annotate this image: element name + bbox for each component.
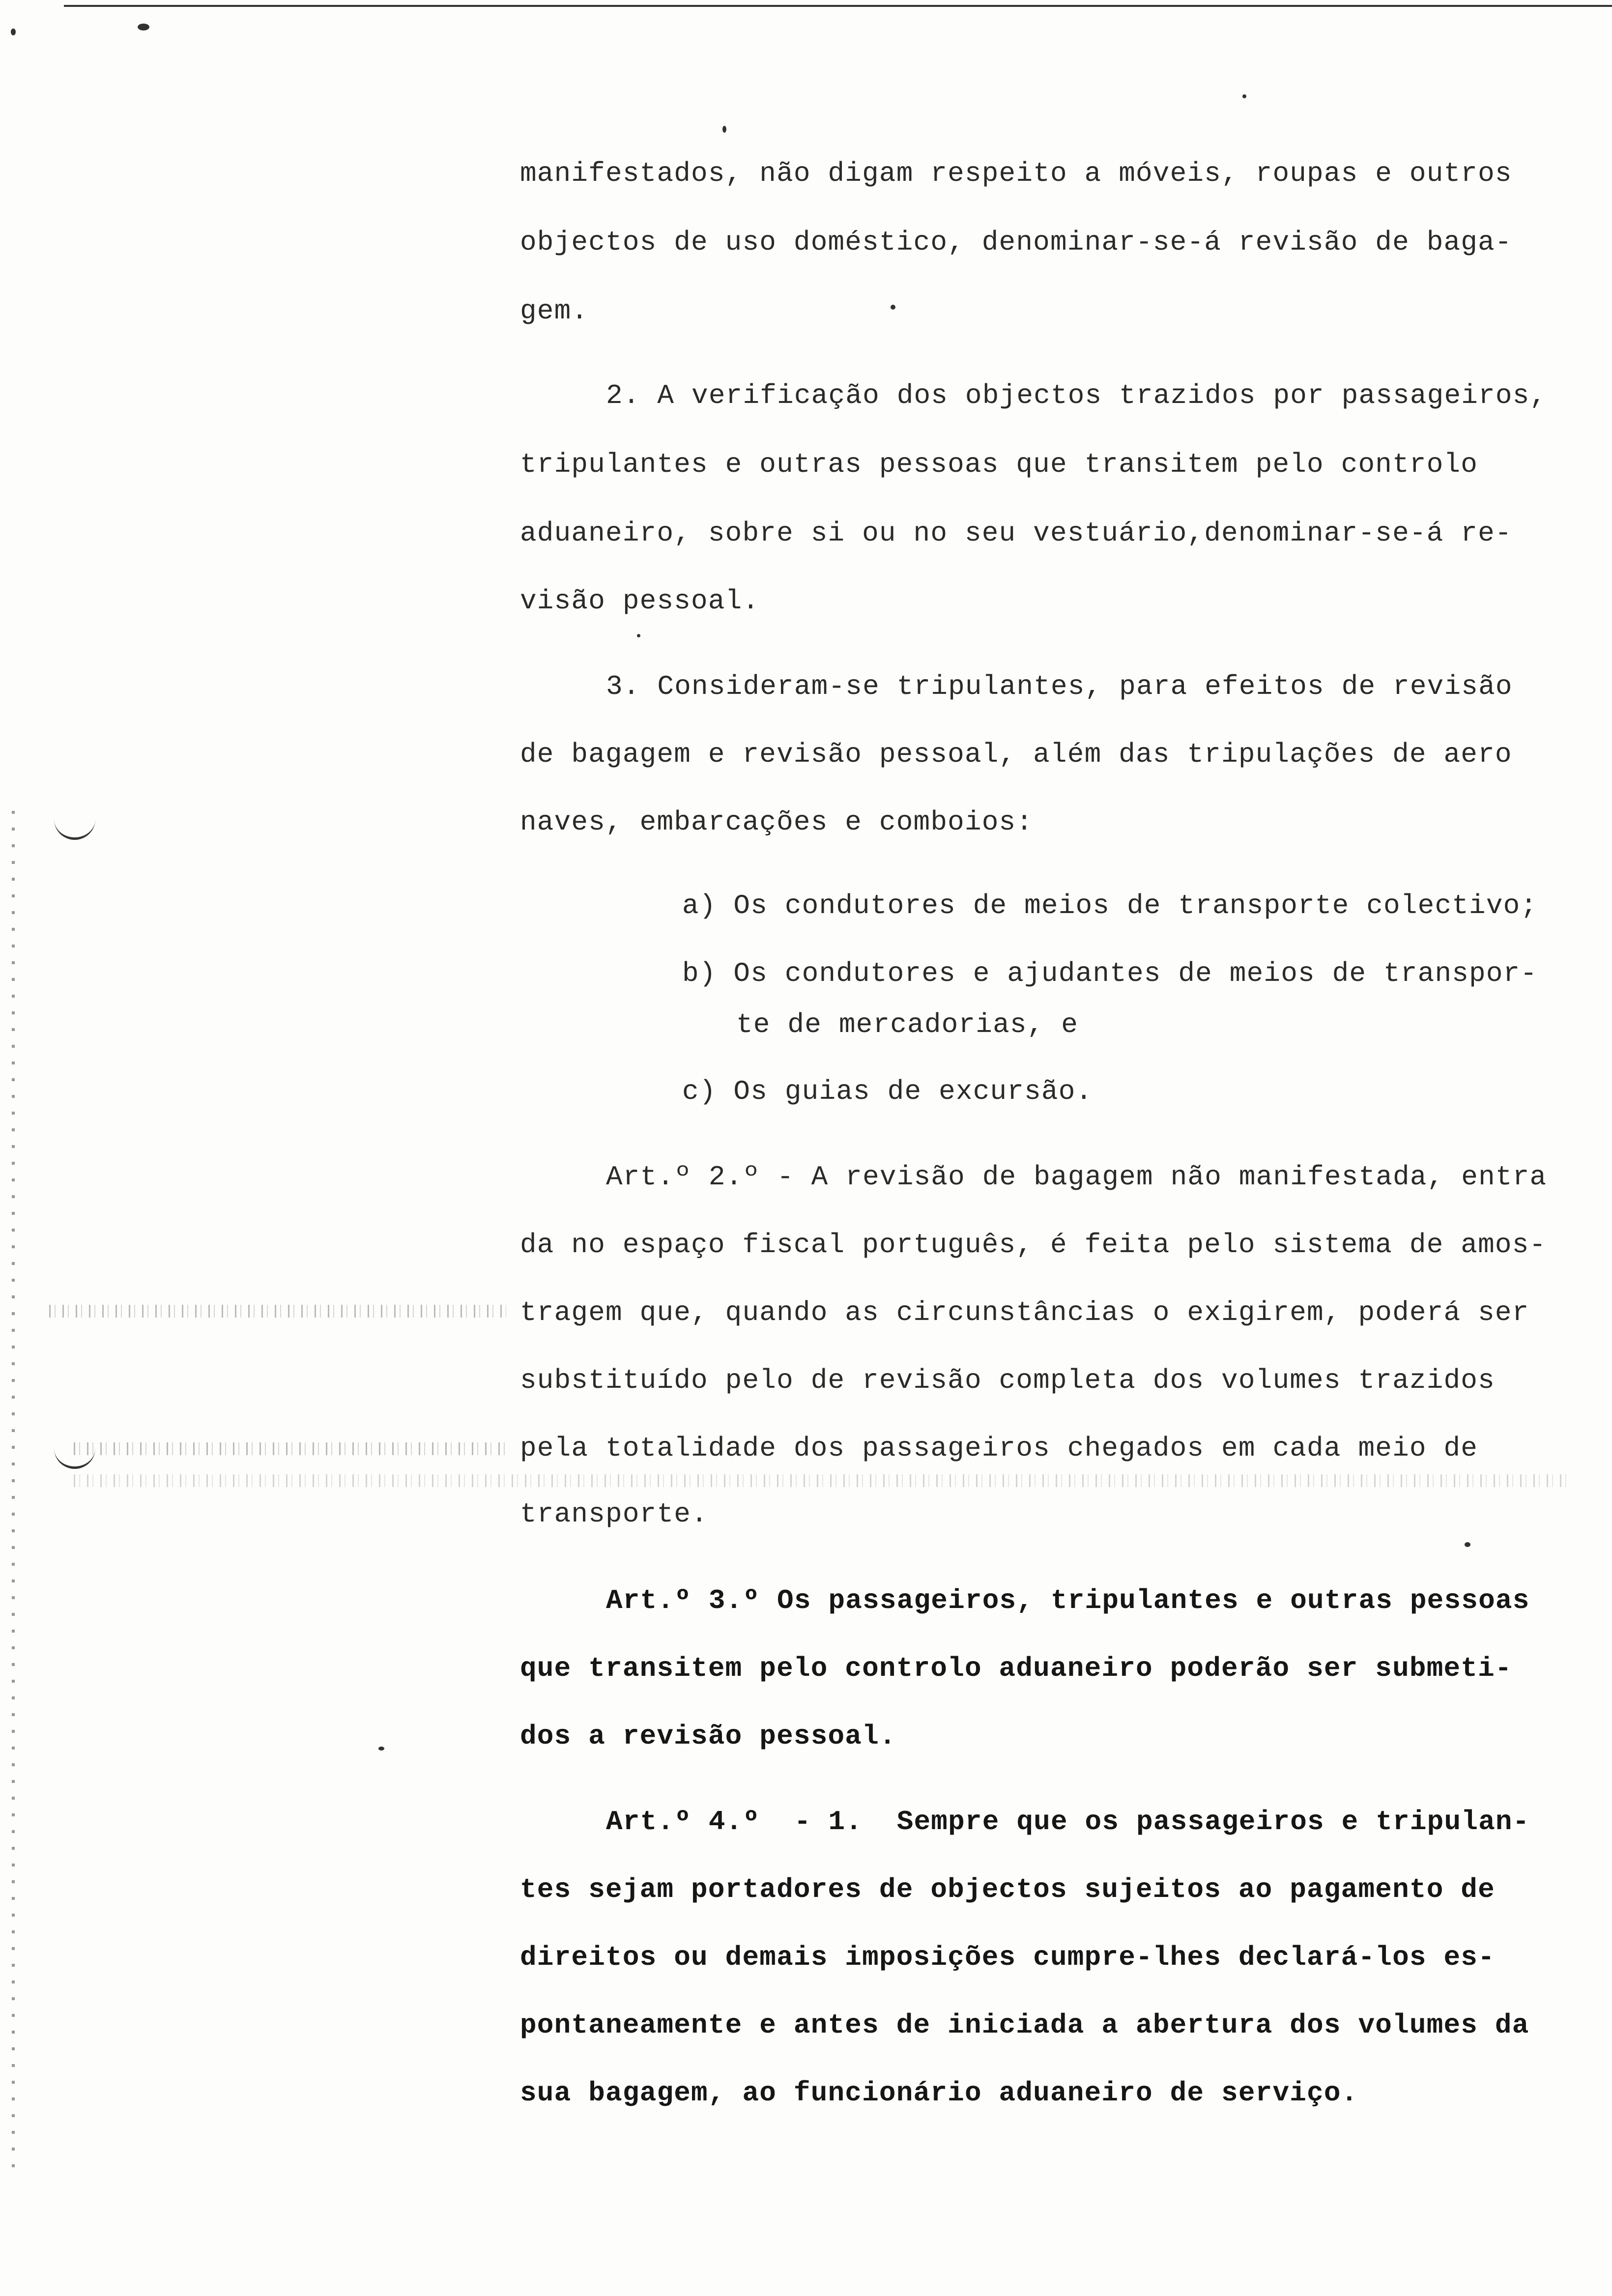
text-line: visão pessoal. [520, 585, 760, 617]
text-line: tragem que, quando as circunstâncias o exigirem, poderá ser [520, 1297, 1529, 1328]
top-edge-rule [64, 5, 1612, 7]
text-line: objectos de uso doméstico, denominar-se-á revisão de baga- [520, 227, 1512, 258]
margin-arc-mark [54, 816, 95, 840]
text-line: aduaneiro, sobre si ou no seu vestuário,denominar-se-á re- [520, 517, 1512, 549]
text-line: tripulantes e outras pessoas que transitem pelo controlo [520, 449, 1478, 480]
text-line: Art.º 2.º - A revisão de bagagem não manifestada, entra [606, 1161, 1547, 1193]
text-line: sua bagagem, ao funcionário aduaneiro de serviço. [520, 2077, 1358, 2109]
scan-speck [138, 24, 149, 30]
text-line: tes sejam portadores de objectos sujeitos ao pagamento de [520, 1874, 1495, 1905]
text-line: da no espaço fiscal português, é feita pelo sistema de amos- [520, 1229, 1547, 1261]
text-line: pela totalidade dos passageiros chegados em cada meio de [520, 1433, 1478, 1464]
scan-speck [11, 29, 16, 35]
text-line: dos a revisão pessoal. [520, 1721, 896, 1752]
text-line: gem. [520, 295, 589, 327]
text-line: direitos ou demais imposições cumpre-lhes declará-los es- [520, 1942, 1495, 1973]
text-line: transporte. [520, 1498, 708, 1530]
scan-speck [1465, 1542, 1470, 1547]
scan-noise-band [74, 1442, 506, 1455]
scan-speck [1242, 94, 1246, 98]
scan-speck [722, 126, 726, 133]
text-line: c) Os guias de excursão. [682, 1076, 1093, 1107]
left-margin-scan-dots [12, 811, 15, 2167]
scan-noise-band [74, 1474, 1573, 1487]
scan-speck [637, 634, 640, 637]
text-line: Art.º 4.º - 1. Sempre que os passageiros e tripulan- [606, 1806, 1530, 1837]
scan-speck [378, 1747, 384, 1751]
scan-speck [891, 305, 895, 310]
text-line: 2. A verificação dos objectos trazidos por passageiros, [606, 380, 1547, 411]
text-line: b) Os condutores e ajudantes de meios de transpor- [682, 958, 1538, 989]
text-line: pontaneamente e antes de iniciada a abertura dos volumes da [520, 2009, 1529, 2041]
text-line: 3. Consideram-se tripulantes, para efeitos de revisão [606, 671, 1513, 702]
scan-noise-band [49, 1305, 506, 1318]
text-line: naves, embarcações e comboios: [520, 806, 1034, 838]
text-line: Art.º 3.º Os passageiros, tripulantes e outras pessoas [606, 1585, 1530, 1616]
text-line: que transitem pelo controlo aduaneiro poderão ser submeti- [520, 1653, 1512, 1684]
text-line: te de mercadorias, e [736, 1009, 1079, 1040]
text-line: a) Os condutores de meios de transporte colectivo; [682, 890, 1538, 921]
text-line: manifestados, não digam respeito a móveis, roupas e outros [520, 158, 1512, 189]
text-line: substituído pelo de revisão completa dos volumes trazidos [520, 1365, 1495, 1396]
text-line: de bagagem e revisão pessoal, além das tripulações de aero [520, 739, 1512, 770]
